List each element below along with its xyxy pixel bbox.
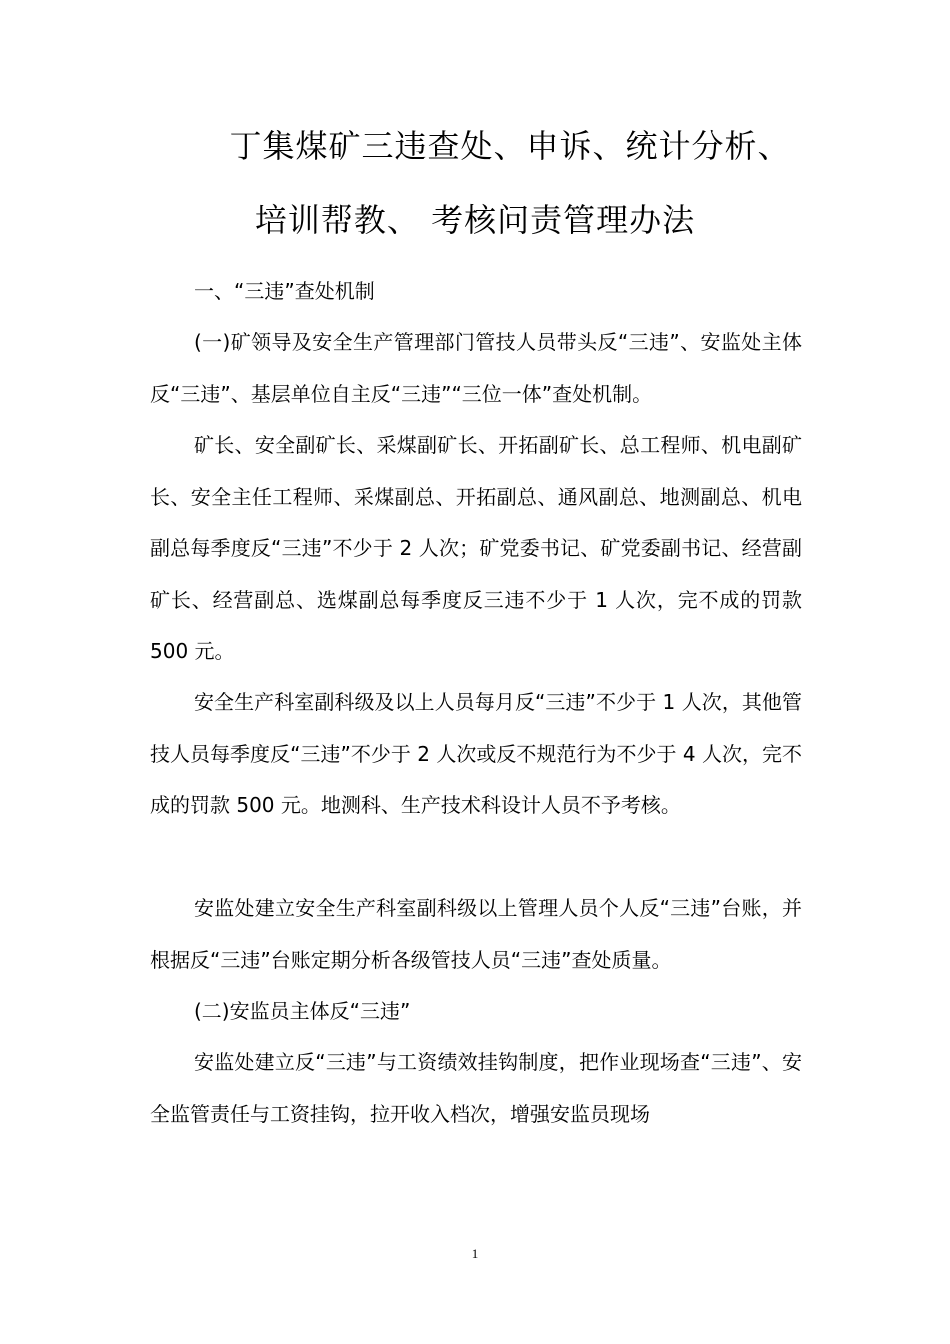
paragraph: 矿长、安全副矿长、采煤副矿长、开拓副矿长、总工程师、机电副矿长、安全主任工程师、采煤副总、开拓副总、通风副总、地测副总、机电副总每季度反“三违”不少于 2 人次；矿党委书记、矿党委副书记、经营副矿长、经营副总、选煤副总每季度反三违不少于 1 人次，完不成的罚款 500 元。 [150,433,802,663]
document-title-line-2: 培训帮教、 考核问责管理办法 [254,201,696,239]
paragraph: 安监处建立安全生产科室副科级以上管理人员个人反“三违”台账，并根据反“三违”台账定期分析各级管技人员“三违”查处质量。 [150,896,802,972]
paragraph: 安监处建立反“三违”与工资绩效挂钩制度，把作业现场查“三违”、安全监管责任与工资挂钩，拉开收入档次，增强安监员现场 [150,1050,802,1126]
page-number: 1 [471,1246,479,1261]
paragraph: 安全生产科室副科级及以上人员每月反“三违”不少于 1 人次，其他管技人员每季度反“三违”不少于 2 人次或反不规范行为不少于 4 人次，完不成的罚款 500 元。地测科、生产技术科设计人员不予考核。 [150,690,802,817]
paragraph: (一)矿领导及安全生产管理部门管技人员带头反“三违”、安监处主体反“三违”、基层单位自主反“三违”“三位一体”查处机制。 [150,330,802,406]
subsection-heading: (二)安监员主体反“三违” [194,999,411,1023]
document-title-line-1: 丁集煤矿三违查处、申诉、统计分析、 [229,127,791,165]
section-heading: 一、“三违”查处机制 [194,279,375,303]
